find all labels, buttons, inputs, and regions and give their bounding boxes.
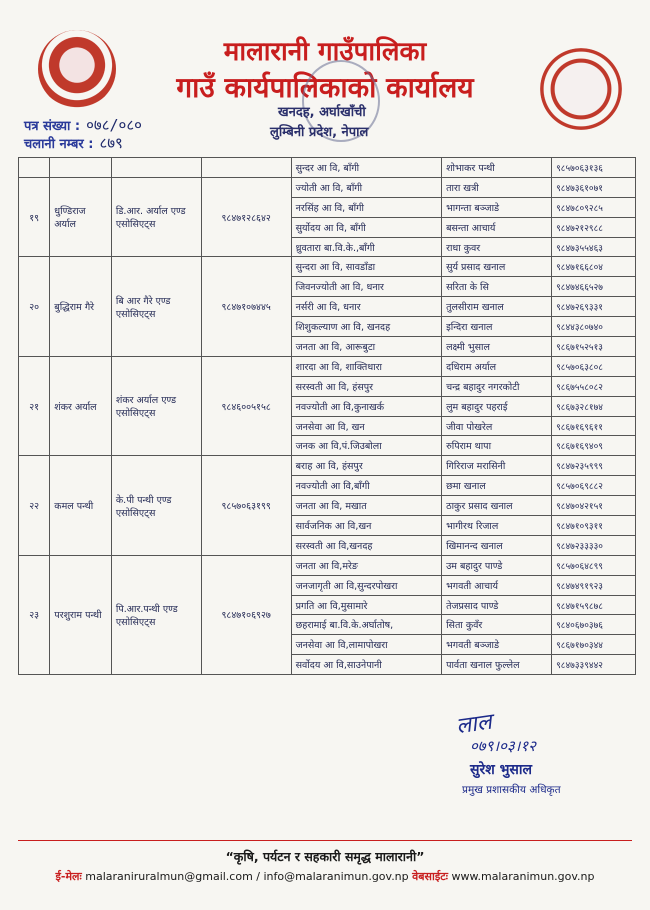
firm-name-cell: शंकर अर्याल एण्ड एसोसिएट्स	[111, 356, 201, 455]
school-name-cell: नर्सरी आ वि, धनार	[291, 297, 441, 317]
signatory-name: सुरेश भुसाल	[470, 762, 533, 778]
auditor-school-table	[18, 157, 636, 675]
school-name-cell: ज्योती आ वि, बाँगी	[291, 177, 441, 197]
serial-cell	[19, 158, 50, 178]
school-name-cell: नरसिंह आ वि, बाँगी	[291, 197, 441, 217]
headteacher-phone-cell: ९८६७१५२५१३	[552, 337, 636, 357]
signature-scrawl: लाल	[454, 709, 494, 740]
headteacher-phone-cell: ९८४७१०९३११	[552, 516, 636, 536]
dispatch-number	[24, 133, 123, 153]
headteacher-phone-cell: ९८४७०४२१५१	[552, 496, 636, 516]
table-row	[19, 555, 636, 575]
headteacher-cell: चन्द्र बहादुर नगरकोटी	[442, 376, 552, 396]
firm-name-cell	[111, 158, 201, 178]
firm-name-cell: पि.आर.पन्थी एण्ड एसोसिएट्स	[111, 555, 201, 674]
school-name-cell: जनक आ वि,पं.जिउबोला	[291, 436, 441, 456]
footer-divider	[18, 840, 632, 841]
table-row	[19, 158, 636, 178]
headteacher-cell: दधिराम अर्याल	[442, 356, 552, 376]
serial-cell: २२	[19, 456, 50, 555]
school-name-cell: सर्वोदय आ वि,साउनेपानी	[291, 655, 441, 675]
school-name-cell: जनजागृती आ वि,सुन्दरपोखरा	[291, 575, 441, 595]
auditor-phone-cell: ९८५७०६३१९९	[201, 456, 291, 555]
headteacher-phone-cell: ९८६७१७०३४४	[552, 635, 636, 655]
school-name-cell: शारदा आ वि, शाक्तिधारा	[291, 356, 441, 376]
auditor-phone-cell: ९८४७१०६९२७	[201, 555, 291, 674]
auditor-phone-cell: ९८४६००५१५८	[201, 356, 291, 455]
address-province: लुम्बिनी प्रदेश, नेपाल	[270, 125, 369, 140]
auditor-name-cell: बुद्धिराम गैरे	[50, 257, 112, 356]
table-row	[19, 177, 636, 197]
school-name-cell: नवज्योती आ वि,बाँगी	[291, 476, 441, 496]
headteacher-phone-cell: ९८५७०६४८९९	[552, 555, 636, 575]
headteacher-phone-cell: ९८४७२६९३३१	[552, 297, 636, 317]
firm-name-cell: बि आर गैरे एण्ड एसोसिएट्स	[111, 257, 201, 356]
school-name-cell: नवज्योती आ वि,कुनाखर्क	[291, 396, 441, 416]
school-name-cell: सार्वजनिक आ वि,खन	[291, 516, 441, 536]
headteacher-cell: शोभाकर पन्थी	[442, 158, 552, 178]
headteacher-cell: तुलसीराम खनाल	[442, 297, 552, 317]
headteacher-phone-cell: ९८४७१५९८७८	[552, 595, 636, 615]
headteacher-cell: पार्वता खनाल फुल्लेल	[442, 655, 552, 675]
footer-motto: “कृषि, पर्यटन र सहकारी समृद्ध मालारानी”	[225, 849, 425, 864]
school-name-cell: जनता आ वि,मरेङ	[291, 555, 441, 575]
headteacher-phone-cell: ९८४७८०९२८५	[552, 197, 636, 217]
headteacher-phone-cell: ९८४०६७०३७६	[552, 615, 636, 635]
school-name-cell: प्रगति आ वि,मुसामारे	[291, 595, 441, 615]
firm-name-cell: के.पी पन्थी एण्ड एसोसिएट्स	[111, 456, 201, 555]
headteacher-cell: रुपिराम थापा	[442, 436, 552, 456]
firm-name-cell: डि.आर. अर्याल एण्ड एसोसिएट्स	[111, 177, 201, 257]
school-name-cell: जनसेवा आ वि,लामापोखरा	[291, 635, 441, 655]
school-name-cell: ध्रुवतारा बा.वि.के.,बाँगी	[291, 237, 441, 257]
auditor-name-cell: परशुराम पन्थी	[50, 555, 112, 674]
headteacher-cell: भगवती आचार्य	[442, 575, 552, 595]
letter-number	[24, 115, 142, 135]
headteacher-cell: सुर्य प्रसाद खनाल	[442, 257, 552, 277]
serial-cell: २३	[19, 555, 50, 674]
headteacher-phone-cell: ९८४७२३५९९९	[552, 456, 636, 476]
school-name-cell: सुन्दर आ वि, बाँगी	[291, 158, 441, 178]
office-title-line1: मालारानी गाउँपालिका	[223, 37, 427, 67]
headteacher-phone-cell: ९८६७३२८१७४	[552, 396, 636, 416]
headteacher-phone-cell: ९८४४३८०७४०	[552, 317, 636, 337]
headteacher-phone-cell: ९८५७०६३१३६	[552, 158, 636, 178]
auditor-phone-cell: ९८४७१२८६४२	[201, 177, 291, 257]
table-row	[19, 456, 636, 476]
website-label: वेबसाईटः	[412, 870, 448, 883]
headteacher-cell: गिरिराज मरासिनी	[442, 456, 552, 476]
school-name-cell: जनसेवा आ वि, खन	[291, 416, 441, 436]
signatory-title: प्रमुख प्रशासकीय अधिकृत	[462, 784, 561, 796]
headteacher-phone-cell: ९८५७०६९८८२	[552, 476, 636, 496]
headteacher-cell: भागीरथ रिजाल	[442, 516, 552, 536]
headteacher-cell: राधा कुवर	[442, 237, 552, 257]
headteacher-phone-cell: ९८४७४९१९२३	[552, 575, 636, 595]
headteacher-phone-cell: ९८५७०६३८०८	[552, 356, 636, 376]
headteacher-phone-cell: ९८४७३६१०७१	[552, 177, 636, 197]
headteacher-cell: इन्दिरा खनाल	[442, 317, 552, 337]
dispatch-number-value: ८७९	[99, 134, 123, 152]
letter-number-value: ०७८/०८०	[86, 116, 142, 134]
headteacher-cell: जीवा पोखरेल	[442, 416, 552, 436]
headteacher-cell: छमा खनाल	[442, 476, 552, 496]
school-name-cell: सुर्योदय आ वि, बाँगी	[291, 217, 441, 237]
school-name-cell: छहरामाई बा.वि.के.अर्घातोष,	[291, 615, 441, 635]
table-row	[19, 257, 636, 277]
email-label: ई-मेलः	[55, 870, 82, 883]
website-link[interactable]: www.malaranimun.gov.np	[451, 870, 595, 883]
headteacher-phone-cell: ९८४७१६६८०४	[552, 257, 636, 277]
table-row	[19, 356, 636, 376]
school-name-cell: सरस्वती आ वि, हंसपुर	[291, 376, 441, 396]
auditor-name-cell: धुण्डिराज अर्याल	[50, 177, 112, 257]
headteacher-cell: तेजप्रसाद पाण्डे	[442, 595, 552, 615]
headteacher-cell: खिमानन्द खनाल	[442, 535, 552, 555]
address-district: खनदह, अर्घाखाँची	[278, 105, 366, 120]
school-name-cell: जनता आ वि, मखात	[291, 496, 441, 516]
school-name-cell: बराह आ वि, हंसपुर	[291, 456, 441, 476]
auditor-phone-cell: ९८४७१०७४४५	[201, 257, 291, 356]
headteacher-phone-cell: ९८४७३५५४६३	[552, 237, 636, 257]
headteacher-cell: सरिता के सि	[442, 277, 552, 297]
headteacher-cell: बसन्ता आचार्य	[442, 217, 552, 237]
headteacher-cell: लुम बहादुर पहराई	[442, 396, 552, 416]
headteacher-phone-cell: ९८४७४६६५२७	[552, 277, 636, 297]
headteacher-phone-cell: ९८६७१६९६११	[552, 416, 636, 436]
serial-cell: १९	[19, 177, 50, 257]
school-name-cell: शिशुकल्याण आ वि, खनदह	[291, 317, 441, 337]
footer-contact	[0, 869, 650, 884]
headteacher-cell: उम बहादुर पाण्डे	[442, 555, 552, 575]
headteacher-phone-cell: ९८४७३३९४४२	[552, 655, 636, 675]
headteacher-cell: ठाकुर प्रसाद खनाल	[442, 496, 552, 516]
auditor-name-cell	[50, 158, 112, 178]
serial-cell: २०	[19, 257, 50, 356]
serial-cell: २१	[19, 356, 50, 455]
headteacher-phone-cell: ९८४७२१२९८८	[552, 217, 636, 237]
school-name-cell: सरस्वती आ वि,खनदह	[291, 535, 441, 555]
auditor-name-cell: शंकर अर्याल	[50, 356, 112, 455]
email-link[interactable]: malaraniruralmun@gmail.com / info@malaranimun.gov.np	[85, 870, 409, 883]
auditor-phone-cell	[201, 158, 291, 178]
auditor-name-cell: कमल पन्थी	[50, 456, 112, 555]
headteacher-phone-cell: ९८४७२३३३३०	[552, 535, 636, 555]
school-name-cell: जनता आ वि, आरूबुटा	[291, 337, 441, 357]
dispatch-number-label: चलानी नम्बर :	[24, 137, 94, 152]
signature-date: ०७९।०३।१२	[470, 737, 536, 755]
headteacher-cell: लक्ष्मी भुसाल	[442, 337, 552, 357]
headteacher-phone-cell: ९८६७५५८०८२	[552, 376, 636, 396]
letter-number-label: पत्र संख्या :	[24, 119, 81, 134]
headteacher-cell: भगवती बञ्जाडे	[442, 635, 552, 655]
headteacher-cell: सिता कुवँर	[442, 615, 552, 635]
headteacher-cell: भागन्ता बञ्जाडे	[442, 197, 552, 217]
headteacher-cell: तारा खत्री	[442, 177, 552, 197]
school-name-cell: जिवनज्योती आ वि, धनार	[291, 277, 441, 297]
school-name-cell: सुन्दरा आ वि, सावडाँडा	[291, 257, 441, 277]
office-title-line2: गाउँ कार्यपालिकाको कार्यालय	[176, 71, 474, 104]
headteacher-phone-cell: ९८६७१६९४०९	[552, 436, 636, 456]
